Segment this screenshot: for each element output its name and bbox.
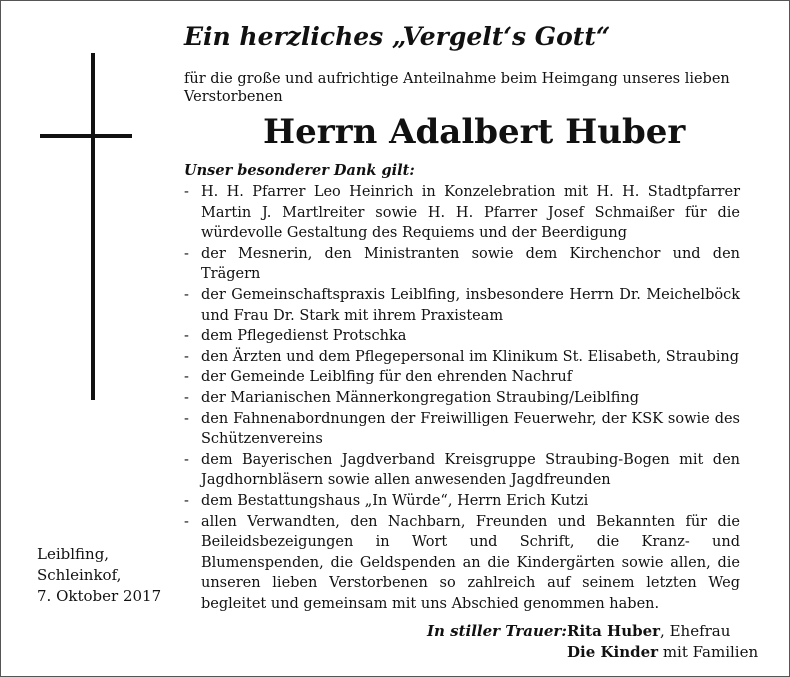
list-bullet: - — [184, 245, 189, 262]
thanks-item — [184, 367, 740, 388]
thanks-item-text: der Mesnerin, den Ministranten sowie dem Kirchenchor und den Trägern — [201, 245, 740, 283]
thanks-item — [184, 450, 740, 491]
thanks-item — [184, 409, 740, 450]
place-line: Schleinkof, — [37, 566, 122, 584]
thanks-item — [184, 491, 740, 512]
thanks-item-text: H. H. Pfarrer Leo Heinrich in Konzelebration mit H. H. Stadtpfarrer Martin J. Martlreiter sowie H. H. Pfarrer Josef Schmaißer für die würdevolle Gestaltung des Requiems und der Beerdigung — [201, 184, 740, 242]
mourner-line — [567, 621, 758, 642]
list-bullet: - — [184, 492, 189, 509]
list-bullet: - — [184, 451, 189, 468]
thanks-item-text: allen Verwandten, den Nachbarn, Freunden und Bekannten für die Beileidsbezeigungen in Wort und Schrift, die Kranz- und Blumenspenden, die Geldspenden an die Kindergärten sowie allen, die unseren lieben Verstorbenen so zahlreich auf seinem letzten Weg begleitet und gemeinsam mit uns Abschied genommen haben. — [201, 513, 740, 612]
thanks-heading: Unser besonderer Dank gilt: — [184, 162, 415, 179]
thanks-list — [184, 182, 740, 614]
list-bullet: - — [184, 389, 189, 406]
intro-text: für die große und aufrichtige Anteilnahme beim Heimgang unseres lieben Verstorbenen — [184, 71, 730, 105]
thanks-item-text: der Gemeinde Leiblfing für den ehrenden Nachruf — [201, 369, 573, 386]
list-bullet: - — [184, 348, 189, 365]
mourners-list — [567, 621, 758, 663]
date-line: 7. Oktober 2017 — [37, 587, 162, 605]
place-date — [37, 544, 161, 607]
thanks-item — [184, 244, 740, 285]
mourning-label: In stiller Trauer: — [427, 622, 567, 640]
thanks-item — [184, 347, 740, 368]
thanks-item-text: dem Bestattungshaus „In Würde“, Herrn Erich Kutzi — [201, 492, 589, 509]
thanks-item — [184, 388, 740, 409]
notice-heading: Ein herzliches „Vergelt‘s Gott“ — [184, 22, 611, 51]
list-bullet: - — [184, 369, 189, 386]
deceased-name: Herrn Adalbert Huber — [263, 112, 686, 152]
list-bullet: - — [184, 513, 189, 530]
place-line: Leiblfing, — [37, 545, 110, 563]
thanks-item-text: den Fahnenabordnungen der Freiwilligen Feuerwehr, der KSK sowie des Schützenvereins — [201, 410, 740, 448]
list-bullet: - — [184, 184, 189, 200]
thanks-item-text: dem Bayerischen Jagdverband Kreisgruppe Straubing-Bogen mit den Jagdhornbläsern sowie allen anwesenden Jagdfreunden — [201, 451, 740, 489]
list-bullet: - — [184, 328, 189, 345]
mourner-line — [567, 642, 758, 663]
mourner-relation: , Ehefrau — [660, 622, 731, 640]
thanks-item — [184, 182, 740, 244]
cross-vertical-bar — [91, 53, 95, 400]
thanks-item-text: dem Pflegedienst Protschka — [201, 328, 407, 345]
thanks-item-text: den Ärzten und dem Pflegepersonal im Klinikum St. Elisabeth, Straubing — [201, 348, 740, 365]
thanks-item-text: der Gemeinschaftspraxis Leiblfing, insbesondere Herrn Dr. Meichelböck und Frau Dr. Stark mit ihrem Praxisteam — [201, 286, 740, 324]
thanks-item-text: der Marianischen Männerkongregation Straubing/Leiblfing — [201, 389, 640, 406]
mourner-name: Rita Huber — [567, 622, 661, 640]
thanks-item — [184, 285, 740, 326]
mourner-name: Die Kinder — [567, 643, 659, 661]
list-bullet: - — [184, 410, 189, 427]
thanks-item — [184, 326, 740, 347]
cross-horizontal-bar — [40, 134, 132, 138]
list-bullet: - — [184, 286, 189, 303]
thanks-item — [184, 512, 740, 615]
mourner-relation: mit Familien — [658, 643, 759, 661]
